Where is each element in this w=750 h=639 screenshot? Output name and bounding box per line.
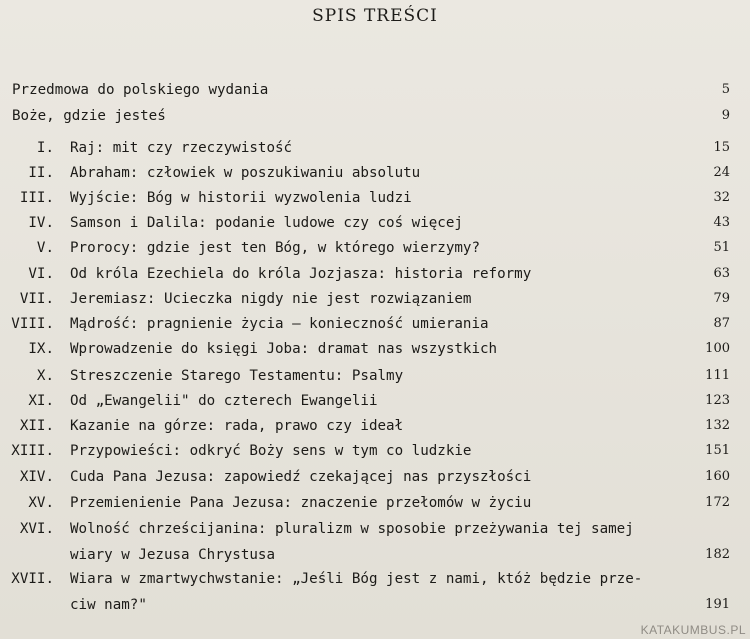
entry-page: 111 xyxy=(705,368,730,383)
entry-label: Wolność chrześcijanina: pluralizm w sposobie przeżywania tej samej xyxy=(70,521,634,537)
chapter-number: X. xyxy=(36,368,54,384)
toc-entry-chapter xyxy=(0,314,742,334)
entry-label: Wyjście: Bóg w historii wyzwolenia ludzi xyxy=(70,190,412,206)
toc-entry-chapter xyxy=(0,519,742,539)
entry-page: 32 xyxy=(713,190,730,205)
entry-page: 182 xyxy=(705,547,730,562)
entry-label: Jeremiasz: Ucieczka nigdy nie jest rozwiązaniem xyxy=(70,291,472,307)
toc-entry-chapter xyxy=(0,238,742,258)
entry-label: Boże, gdzie jesteś xyxy=(12,108,166,124)
entry-page: 24 xyxy=(713,165,730,180)
toc-entry-chapter xyxy=(0,339,742,359)
chapter-number: V. xyxy=(36,240,54,256)
entry-label-continued: wiary w Jezusa Chrystusa xyxy=(70,547,275,563)
watermark: KATAKUMBUS.PL xyxy=(640,623,746,637)
entry-page: 5 xyxy=(721,82,730,97)
chapter-number: IV. xyxy=(28,215,54,231)
chapter-number: III. xyxy=(19,190,54,206)
entry-page: 87 xyxy=(713,316,730,331)
chapter-number: I. xyxy=(36,140,54,156)
entry-label: Przedmowa do polskiego wydania xyxy=(12,82,269,98)
toc-entry-chapter xyxy=(0,493,742,513)
toc-entry-continuation xyxy=(0,595,742,615)
chapter-number: XV. xyxy=(28,495,54,511)
entry-label-continued: ciw nam?" xyxy=(70,597,147,613)
entry-page: 43 xyxy=(713,215,730,230)
entry-page: 123 xyxy=(705,393,730,408)
toc-entry-chapter xyxy=(0,391,742,411)
entry-label: Przypowieści: odkryć Boży sens w tym co ludzkie xyxy=(70,443,472,459)
entry-page: 51 xyxy=(713,240,730,255)
toc-entry-chapter xyxy=(0,213,742,233)
entry-label: Kazanie na górze: rada, prawo czy ideał xyxy=(70,418,404,434)
toc-entry-intro-2 xyxy=(0,106,742,126)
chapter-number: VI. xyxy=(28,266,54,282)
entry-label: Wprowadzenie do księgi Joba: dramat nas wszystkich xyxy=(70,341,498,357)
entry-label: Przemienienie Pana Jezusa: znaczenie przełomów w życiu xyxy=(70,495,532,511)
entry-page: 9 xyxy=(721,108,730,123)
entry-page: 132 xyxy=(705,418,730,433)
entry-label: Mądrość: pragnienie życia — konieczność umierania xyxy=(70,316,489,332)
chapter-number: XIII. xyxy=(11,443,54,459)
chapter-number: XIV. xyxy=(19,469,54,485)
chapter-number: XI. xyxy=(28,393,54,409)
toc-entry-chapter xyxy=(0,366,742,386)
toc-entry-chapter xyxy=(0,188,742,208)
entry-label: Raj: mit czy rzeczywistość xyxy=(70,140,293,156)
toc-entry-chapter xyxy=(0,163,742,183)
toc-entry-chapter xyxy=(0,289,742,309)
entry-label: Od króla Ezechiela do króla Jozjasza: historia reformy xyxy=(70,266,532,282)
toc-entry-chapter xyxy=(0,264,742,284)
entry-label: Prorocy: gdzie jest ten Bóg, w którego wierzymy? xyxy=(70,240,480,256)
chapter-number: VIII. xyxy=(11,316,54,332)
toc-entry-chapter xyxy=(0,138,742,158)
page-title: SPIS TREŚCI xyxy=(312,6,438,26)
chapter-number: VII. xyxy=(19,291,54,307)
chapter-number: IX. xyxy=(28,341,54,357)
chapter-number: II. xyxy=(28,165,54,181)
entry-page: 191 xyxy=(705,597,730,612)
chapter-number: XVII. xyxy=(11,571,54,587)
entry-label: Wiara w zmartwychwstanie: „Jeśli Bóg jest z nami, któż będzie prze- xyxy=(70,571,643,587)
chapter-number: XII. xyxy=(19,418,54,434)
toc-entry-intro-1 xyxy=(0,80,742,100)
chapter-number: XVI. xyxy=(19,521,54,537)
entry-page: 63 xyxy=(713,266,730,281)
entry-label: Samson i Dalila: podanie ludowe czy coś więcej xyxy=(70,215,463,231)
toc-entry-chapter xyxy=(0,569,742,589)
entry-label: Abraham: człowiek w poszukiwaniu absolutu xyxy=(70,165,421,181)
entry-label: Od „Ewangelii" do czterech Ewangelii xyxy=(70,393,378,409)
entry-page: 172 xyxy=(705,495,730,510)
toc-entry-chapter xyxy=(0,467,742,487)
entry-page: 151 xyxy=(705,443,730,458)
toc-entry-chapter xyxy=(0,441,742,461)
toc-entry-chapter xyxy=(0,416,742,436)
toc-entry-continuation xyxy=(0,545,742,565)
entry-page: 160 xyxy=(705,469,730,484)
entry-page: 100 xyxy=(705,341,730,356)
entry-label: Streszczenie Starego Testamentu: Psalmy xyxy=(70,368,404,384)
entry-label: Cuda Pana Jezusa: zapowiedź czekającej nas przyszłości xyxy=(70,469,532,485)
entry-page: 79 xyxy=(713,291,730,306)
entry-page: 15 xyxy=(713,140,730,155)
